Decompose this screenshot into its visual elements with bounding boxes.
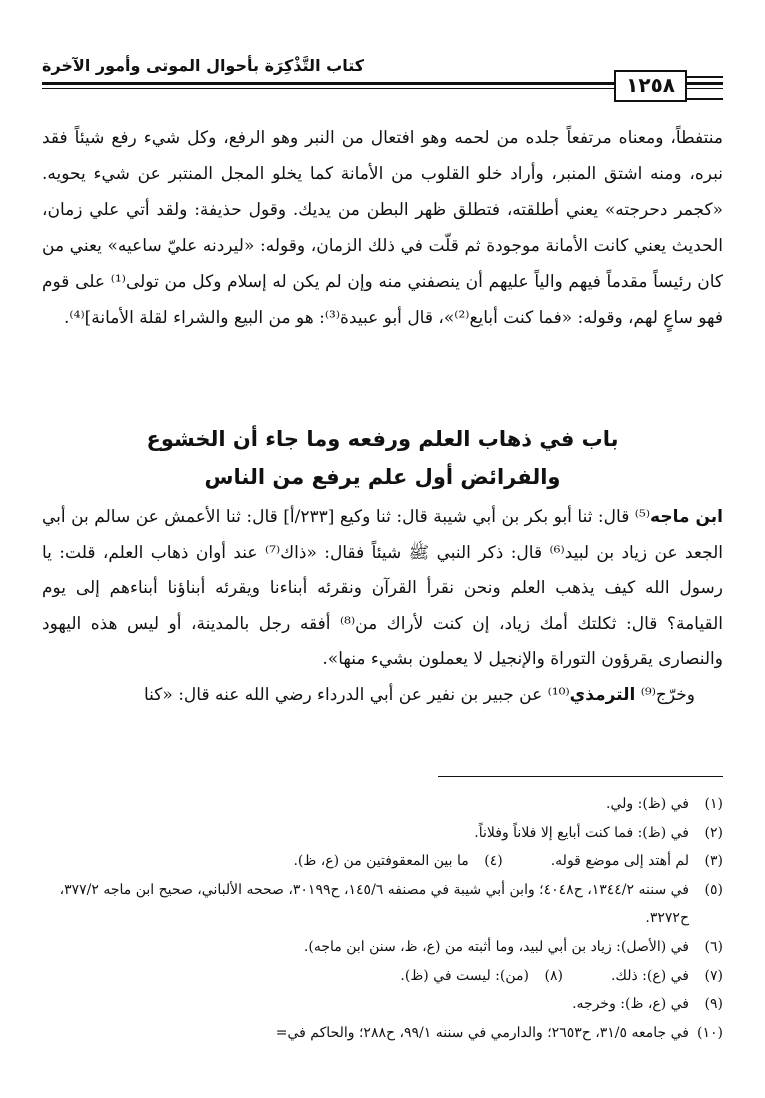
page-header — [42, 52, 723, 100]
footnote-text: ما بين المعقوفتين من (ع، ظ). — [293, 853, 469, 870]
footnotes — [42, 790, 723, 1047]
page-number: ١٢٥٨ — [614, 70, 687, 102]
footnote — [42, 790, 723, 819]
footnote — [42, 933, 723, 962]
footnote-number: (٢) — [704, 824, 723, 841]
footnote-text: في (ظ): ولي. — [606, 796, 689, 812]
chapter-heading-line-1: باب في ذهاب العلم ورفعه وما جاء أن الخشوع — [146, 427, 619, 451]
footnote-text: في (الأصل): زياد بن أبي لبيد، وما أثبته من (ع، ظ، سنن ابن ماجه). — [303, 938, 689, 955]
hadith-section — [42, 500, 723, 713]
footnote-number: (٣) — [704, 853, 723, 870]
hadith-intro: وخرّج⁽⁹⁾ — [635, 684, 695, 705]
footnote-number: (٨) — [544, 967, 563, 984]
footnote-text: في سننه ١٣٤٤/٢، ح٤٠٤٨؛ وابن أبي شيبة في مصنفه ١٤٥/٦، ح٣٠١٩٩، صححه الألباني، صحيح ابن ماجه ٣٧٧/٢، ح٣٢٧٢. — [59, 881, 689, 927]
footnote-number: (١) — [704, 796, 723, 812]
hadith-text: ⁽⁵⁾ قال: ثنا أبو بكر بن أبي شيبة قال: ثنا وكيع [٢٣٣/أ] قال: ثنا الأعمش عن سالم بن أبي الجعد عن زياد بن لبيد⁽⁶⁾ قال: ذكر النبي ﷺ شيئاً فقال: «ذاك⁽⁷⁾ عند أوان ذهاب العلم، قلت: يا رسول الله كيف يذهب العلم ونحن نقرأ القرآن ونقرئه أبناءنا ويقرئه أبناؤنا أبناءهم إلى يوم القيامة؟ قال: ثكلتك أمك زياد، إن كنت لأراك من⁽⁸⁾ أفقه رجل بالمدينة، أو ليس هذه اليهود والنصارى يقرؤون التوراة والإنجيل لا يعملون بشيء منها». — [42, 507, 723, 669]
footnote — [42, 962, 723, 991]
footnote-text: في (ع): ذلك. — [610, 967, 689, 984]
hadith-paragraph-2 — [42, 678, 723, 714]
footnote-number: (١٠) — [697, 1024, 723, 1041]
footnote — [42, 990, 723, 1019]
paragraph: منتفطاً، ومعناه مرتفعاً جلده من لحمه وهو افتعال من النبر وهو الرفع، وكل شيء رفع شيئاً فقد نبره، ومنه اشتق المنبر، وأراد خلو القلوب من الأمانة كما يخلو المجل المنتبر عن شيء يحويه. «كجمر دحرجته» يعني أطلقته، فتطلق ظهر البطن من يديك. وقول حذيفة: ولقد أتي علي زمان، الحديث يعني كانت الأمانة موجودة ثم قلّت في ذلك الزمان، وقوله: «ليردنه عليّ ساعيه» يعني من كان رئيساً مقدماً فيهم والياً عليهم أن ينصفني منه وإن لم يكن له إسلام وكل من تولى⁽¹⁾ على قوم فهو ساعٍ لهم، وقوله: «فما كنت أبايع⁽²⁾»، قال أبو عبيدة⁽³⁾: هو من البيع والشراء لقلة الأمانة]⁽⁴⁾. — [42, 128, 724, 328]
hadith-text: ⁽¹⁰⁾ عن جبير بن نفير عن أبي الدرداء رضي الله عنه قال: «كنا — [144, 684, 570, 705]
source-name: ابن ماجه — [650, 507, 724, 527]
footnote — [42, 819, 723, 848]
footnote-text: في جامعه ٣١/٥، ح٢٦٥٣؛ والدارمي في سننه ٩٩/١، ح٢٨٨؛ والحاكم في= — [275, 1024, 689, 1041]
main-paragraph — [42, 120, 723, 336]
chapter-heading — [42, 420, 723, 496]
footnote-text: لم أهتد إلى موضع قوله. — [550, 853, 689, 870]
footnote-number: (٧) — [704, 967, 723, 984]
footnote-text: في (ظ): فما كنت أبايع إلا فلاناً وفلاناً. — [474, 824, 689, 841]
header-rule-end — [687, 76, 723, 100]
source-name: الترمذي — [569, 684, 636, 705]
footnote — [42, 847, 723, 876]
chapter-heading-line-2: والفرائض أول علم يرفع من الناس — [204, 465, 561, 489]
footnote-number: (٤) — [484, 853, 503, 870]
running-title: كتاب التَّذْكِرَة بأحوال الموتى وأمور الآخرة — [42, 56, 365, 75]
footnote-number: (٦) — [704, 938, 723, 955]
footnote-number: (٥) — [704, 881, 723, 898]
footnote-text: في (ع، ظ): وخرجه. — [572, 996, 689, 1013]
hadith-paragraph-1 — [42, 500, 723, 678]
footnote-text: (من): ليست في (ظ). — [400, 967, 529, 984]
footnote-separator — [438, 776, 723, 777]
footnote-number: (٩) — [704, 996, 723, 1013]
footnote — [42, 876, 723, 933]
footnote — [42, 1019, 723, 1048]
